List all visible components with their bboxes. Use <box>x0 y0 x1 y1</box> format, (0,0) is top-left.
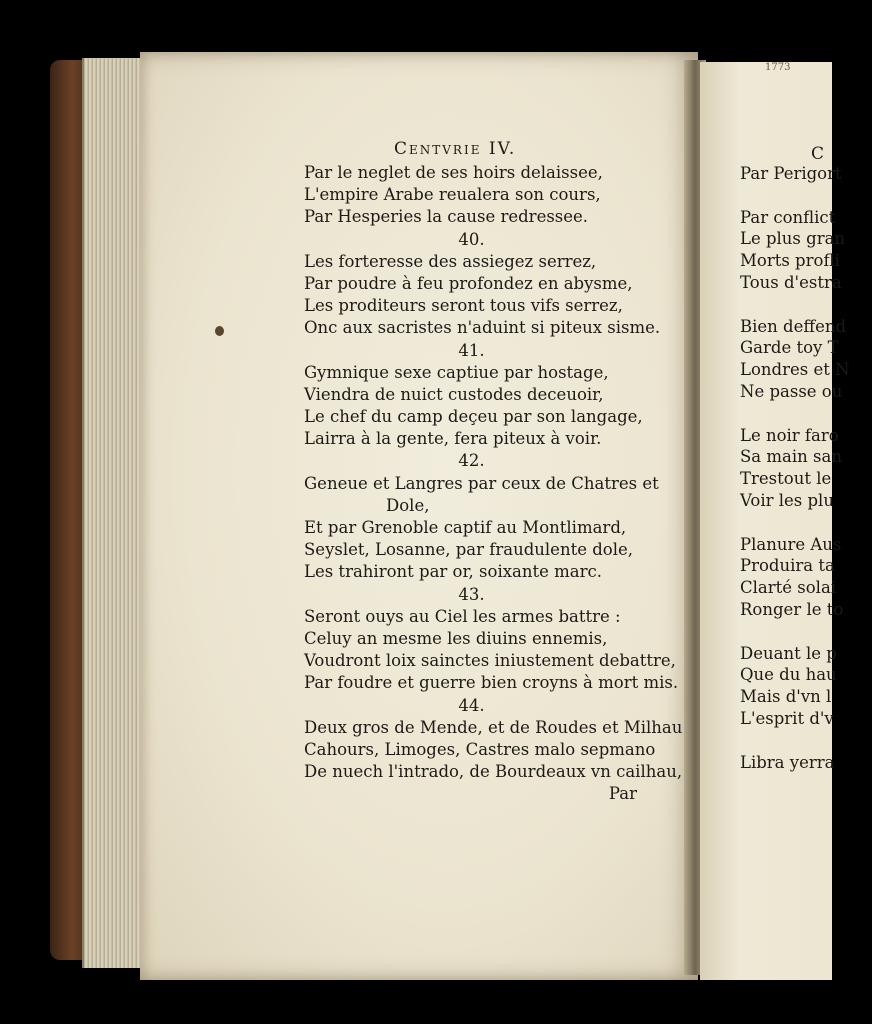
verse-line-fragment: Le plus gran <box>740 229 846 249</box>
verse-line-fragment: Ronger le to <box>740 599 844 619</box>
verse-line-fragment: Par Perigort <box>740 164 842 183</box>
verse-line-fragment: Bien deffend <box>740 316 847 336</box>
verse-line: Geneue et Langres par ceux de Chatres et <box>304 473 659 493</box>
catchword: Par <box>608 784 637 804</box>
verse-line-fragment: Voir les plu <box>740 490 834 510</box>
ink-blot <box>215 326 224 336</box>
verse-line: Seyslet, Losanne, par fraudulente dole, <box>304 540 633 560</box>
verse-line-fragment: Morts profli <box>740 251 840 271</box>
verse-line: Par le neglet de ses hoirs delaissee, <box>304 163 603 182</box>
verse-line: L'empire Arabe reualera son cours, <box>304 185 601 205</box>
right-running-head: C <box>811 144 825 164</box>
verse-line-fragment: Mais d'vn l <box>740 687 832 707</box>
running-head: Centvrie IV. <box>394 139 517 159</box>
verse-line-fragment: Ne passe ou <box>740 381 843 401</box>
quatrain-number: 44. <box>458 695 485 715</box>
verse-line-fragment: Garde toy T <box>740 338 839 358</box>
quatrain-number: 42. <box>458 451 485 471</box>
verse-line: Voudront loix sainctes iniustement debattre, <box>304 651 676 671</box>
verse-line-fragment: Sa main san <box>740 447 842 467</box>
verse-line-fragment: Planure Aus <box>740 534 842 554</box>
verse-line: Par poudre à feu profondez en abysme, <box>304 273 633 293</box>
verse-line: Et par Grenoble captif au Montlimard, <box>304 518 627 537</box>
quatrain-number: 43. <box>458 584 485 604</box>
verse-line-fragment: Le noir faro <box>740 425 839 445</box>
verse-line-fragment: Deuant le p <box>740 643 837 663</box>
verse-line: Par foudre et guerre bien croyns à mort mis. <box>304 673 679 693</box>
blank-line <box>740 621 870 643</box>
right-page-text <box>740 163 870 773</box>
verse-line-fragment: Londres et N <box>740 360 850 380</box>
verse-line: Dole, <box>386 495 430 515</box>
verse-line: Cahours, Limoges, Castres malo sepmano <box>304 739 656 759</box>
verse-line-fragment: Produira ta <box>740 556 835 576</box>
blank-line <box>740 185 870 207</box>
verse-line-fragment: Tous d'estra <box>740 272 842 292</box>
verse-line: Le chef du camp deçeu par son langage, <box>304 407 643 427</box>
verse-line-fragment: Par conflict <box>740 207 836 227</box>
verse-line: Gymnique sexe captiue par hostage, <box>304 362 609 382</box>
blank-line <box>740 730 870 752</box>
verse-line: Deux gros de Mende, et de Roudes et Milhau <box>304 717 683 737</box>
verse-line: Viendra de nuict custodes deceuoir, <box>304 384 604 404</box>
left-page-text <box>304 162 683 805</box>
verse-line: De nuech l'intrado, de Bourdeaux vn cailhau, <box>304 762 683 782</box>
verse-line-fragment: Trestout le <box>740 469 832 489</box>
blank-line <box>740 403 870 425</box>
verse-line-fragment: Que du hau <box>740 665 837 685</box>
quatrain-number: 40. <box>458 229 485 249</box>
verse-line: Par Hesperies la cause redressee. <box>304 207 589 227</box>
verse-line-fragment: L'esprit d'v <box>740 708 834 728</box>
verse-line-fragment: Clarté solai <box>740 578 837 598</box>
verse-line: Onc aux sacristes n'aduint si piteux sisme. <box>304 318 661 338</box>
verse-line: Seront ouys au Ciel les armes battre : <box>304 606 621 626</box>
verse-line: Celuy an mesme les diuins ennemis, <box>304 628 608 648</box>
quatrain-number: 41. <box>458 340 485 360</box>
verse-line: Les trahiront par or, soixante marc. <box>304 562 602 582</box>
blank-line <box>740 512 870 534</box>
verse-line: Les proditeurs seront tous vifs serrez, <box>304 296 623 316</box>
folio-mark: 1773 <box>765 62 791 73</box>
verse-line-fragment: Libra yerra <box>740 752 835 772</box>
blank-line <box>740 294 870 316</box>
verse-line: Les forteresse des assiegez serrez, <box>304 251 597 271</box>
verse-line: Lairra à la gente, fera piteux à voir. <box>304 429 602 449</box>
